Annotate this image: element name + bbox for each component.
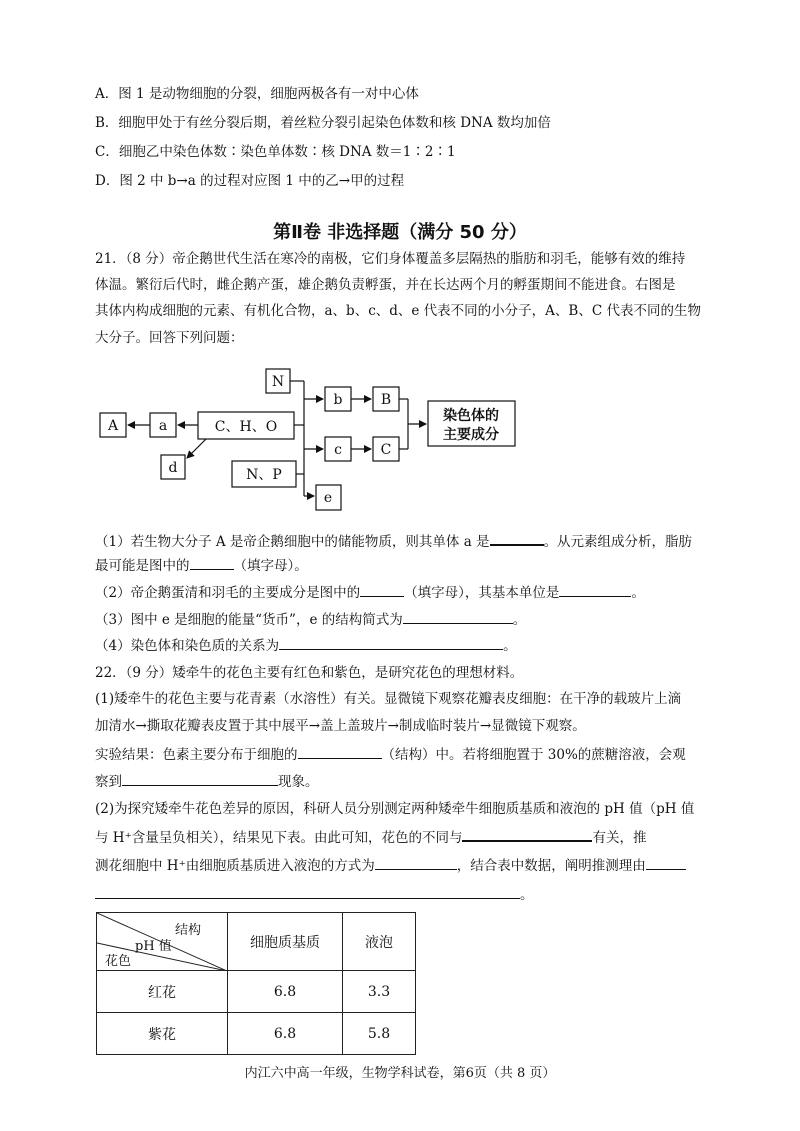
q22-part2-line1: (2)为探究矮牵牛花色差异的原因，科研人员分别测定两种矮牵牛细胞质基质和液泡的 pH 值（pH 值 [95, 801, 695, 817]
option-d: D．图 2 中 b→a 的过程对应图 1 中的乙→甲的过程 [95, 173, 405, 189]
label-np: N、P [246, 467, 282, 483]
answer-blank[interactable] [375, 855, 457, 870]
q22-part2-line2: 与 H⁺含量呈负相关），结果见下表。由此可知，花色的不同与 有关，推 [95, 826, 646, 848]
q22-result-cont: 察到 现象。 [95, 771, 319, 792]
option-c: C．细胞乙中染色体数∶染色单体数∶核 DNA 数＝1∶2∶1 [95, 144, 456, 160]
q21-sub-2: （2）帝企鹅蛋清和羽毛的主要成分是图中的 （填字母），其基本单位是 。 [95, 582, 645, 603]
q22-part1-line1: (1)矮牵牛的花色主要与花青素（水溶性）有关。显微镜下观察花瓣表皮细胞：在干净的载玻片上滴 [95, 691, 682, 707]
q21-intro-line-2: 体温。繁衍后代时，雌企鹅产蛋，雄企鹅负责孵蛋，并在长达两个月的孵蛋期间不能进食。右图是 [95, 277, 676, 293]
answer-blank[interactable] [190, 555, 234, 570]
label-a: a [158, 418, 168, 434]
page-footer: 内江六中高一年级，生物学科试卷，第6页（共 8 页） [244, 1066, 556, 1081]
q22-part2-line4: 。 [95, 884, 534, 905]
option-a: A．图 1 是动物细胞的分裂，细胞两极各有一对中心体 [95, 86, 419, 102]
label-A: A [107, 418, 119, 434]
q21-sub-4: （4）染色体和染色质的关系为 。 [95, 635, 517, 656]
cell-cytoplasm-ph: 6.8 [228, 971, 343, 1013]
q22-result: 实验结果：色素主要分布于细胞的 （结构）中。若将细胞置于 30%的蔗糖溶液，会观 [95, 744, 686, 765]
header-ph: pH 值 [135, 939, 172, 954]
q21-sub-1-cont: 最可能是图中的 （填字母）。 [95, 555, 308, 576]
label-e: e [323, 490, 333, 506]
answer-blank[interactable] [298, 744, 382, 759]
table-row [97, 971, 416, 1013]
label-B: B [380, 392, 392, 408]
header-structure: 结构 [175, 923, 202, 938]
label-C: C [380, 442, 392, 458]
q21-intro-line-4: 大分子。回答下列问题： [95, 330, 244, 346]
answer-blank[interactable] [462, 826, 592, 842]
q22-part1-line2: 加清水→撕取花瓣表皮置于其中展平→盖上盖玻片→制成临时装片→显微镜下观察。 [95, 718, 586, 734]
answer-blank[interactable] [646, 855, 686, 870]
compound-diagram [0, 0, 800, 520]
answer-blank[interactable] [559, 582, 631, 597]
row-label: 红花 [97, 971, 228, 1013]
q21-intro-line-1: 21．（8 分）帝企鹅世代生活在寒冷的南极，它们身体覆盖多层隔热的脂肪和羽毛，能够有效的维持 [95, 251, 686, 267]
answer-blank[interactable] [360, 582, 404, 597]
q22-intro: 22．（9 分）矮牵牛的花色主要有红色和紫色，是研究花色的理想材料。 [95, 665, 524, 681]
label-n: N [271, 374, 285, 390]
cell-vacuole-ph: 3.3 [343, 971, 416, 1013]
label-d: d [168, 460, 178, 476]
header-cytoplasm: 细胞质基质 [228, 913, 343, 971]
cell-vacuole-ph: 5.8 [343, 1013, 416, 1055]
q22-part2-line3: 测花细胞中 H⁺由细胞质基质进入液泡的方式为 ，结合表中数据，阐明推测理由 [95, 855, 686, 876]
row-label: 紫花 [97, 1013, 228, 1055]
answer-blank[interactable] [490, 530, 544, 546]
label-cho: C、H、O [214, 419, 278, 435]
answer-blank[interactable] [95, 884, 520, 899]
cell-cytoplasm-ph: 6.8 [228, 1013, 343, 1055]
label-chromosome-2: 主要成分 [443, 427, 499, 443]
answer-blank[interactable] [279, 635, 503, 650]
header-color: 花色 [105, 954, 132, 969]
table-row [97, 1013, 416, 1055]
table-diagonal-header [97, 913, 228, 971]
ph-table [96, 912, 416, 1055]
answer-blank[interactable] [403, 609, 513, 624]
label-b: b [333, 392, 343, 408]
label-c: c [334, 442, 342, 458]
option-b: B．细胞甲处于有丝分裂后期，着丝粒分裂引起染色体数和核 DNA 数均加倍 [95, 115, 551, 131]
header-vacuole: 液泡 [343, 913, 416, 971]
q21-sub-1: （1）若生物大分子 A 是帝企鹅细胞中的储能物质，则其单体 a 是 。从元素组成分析，脂肪 [95, 530, 692, 552]
q21-sub-3: （3）图中 e 是细胞的能量“货币”，e 的结构简式为 。 [95, 609, 526, 630]
section-title: 第Ⅱ卷 非选择题（满分 50 分） [273, 222, 527, 243]
q21-intro-line-3: 其体内构成细胞的元素、有机化合物，a、b、c、d、e 代表不同的小分子，A、B、C 代表不同的生物 [95, 303, 701, 319]
label-chromosome-1: 染色体的 [443, 408, 499, 424]
answer-blank[interactable] [122, 771, 278, 786]
